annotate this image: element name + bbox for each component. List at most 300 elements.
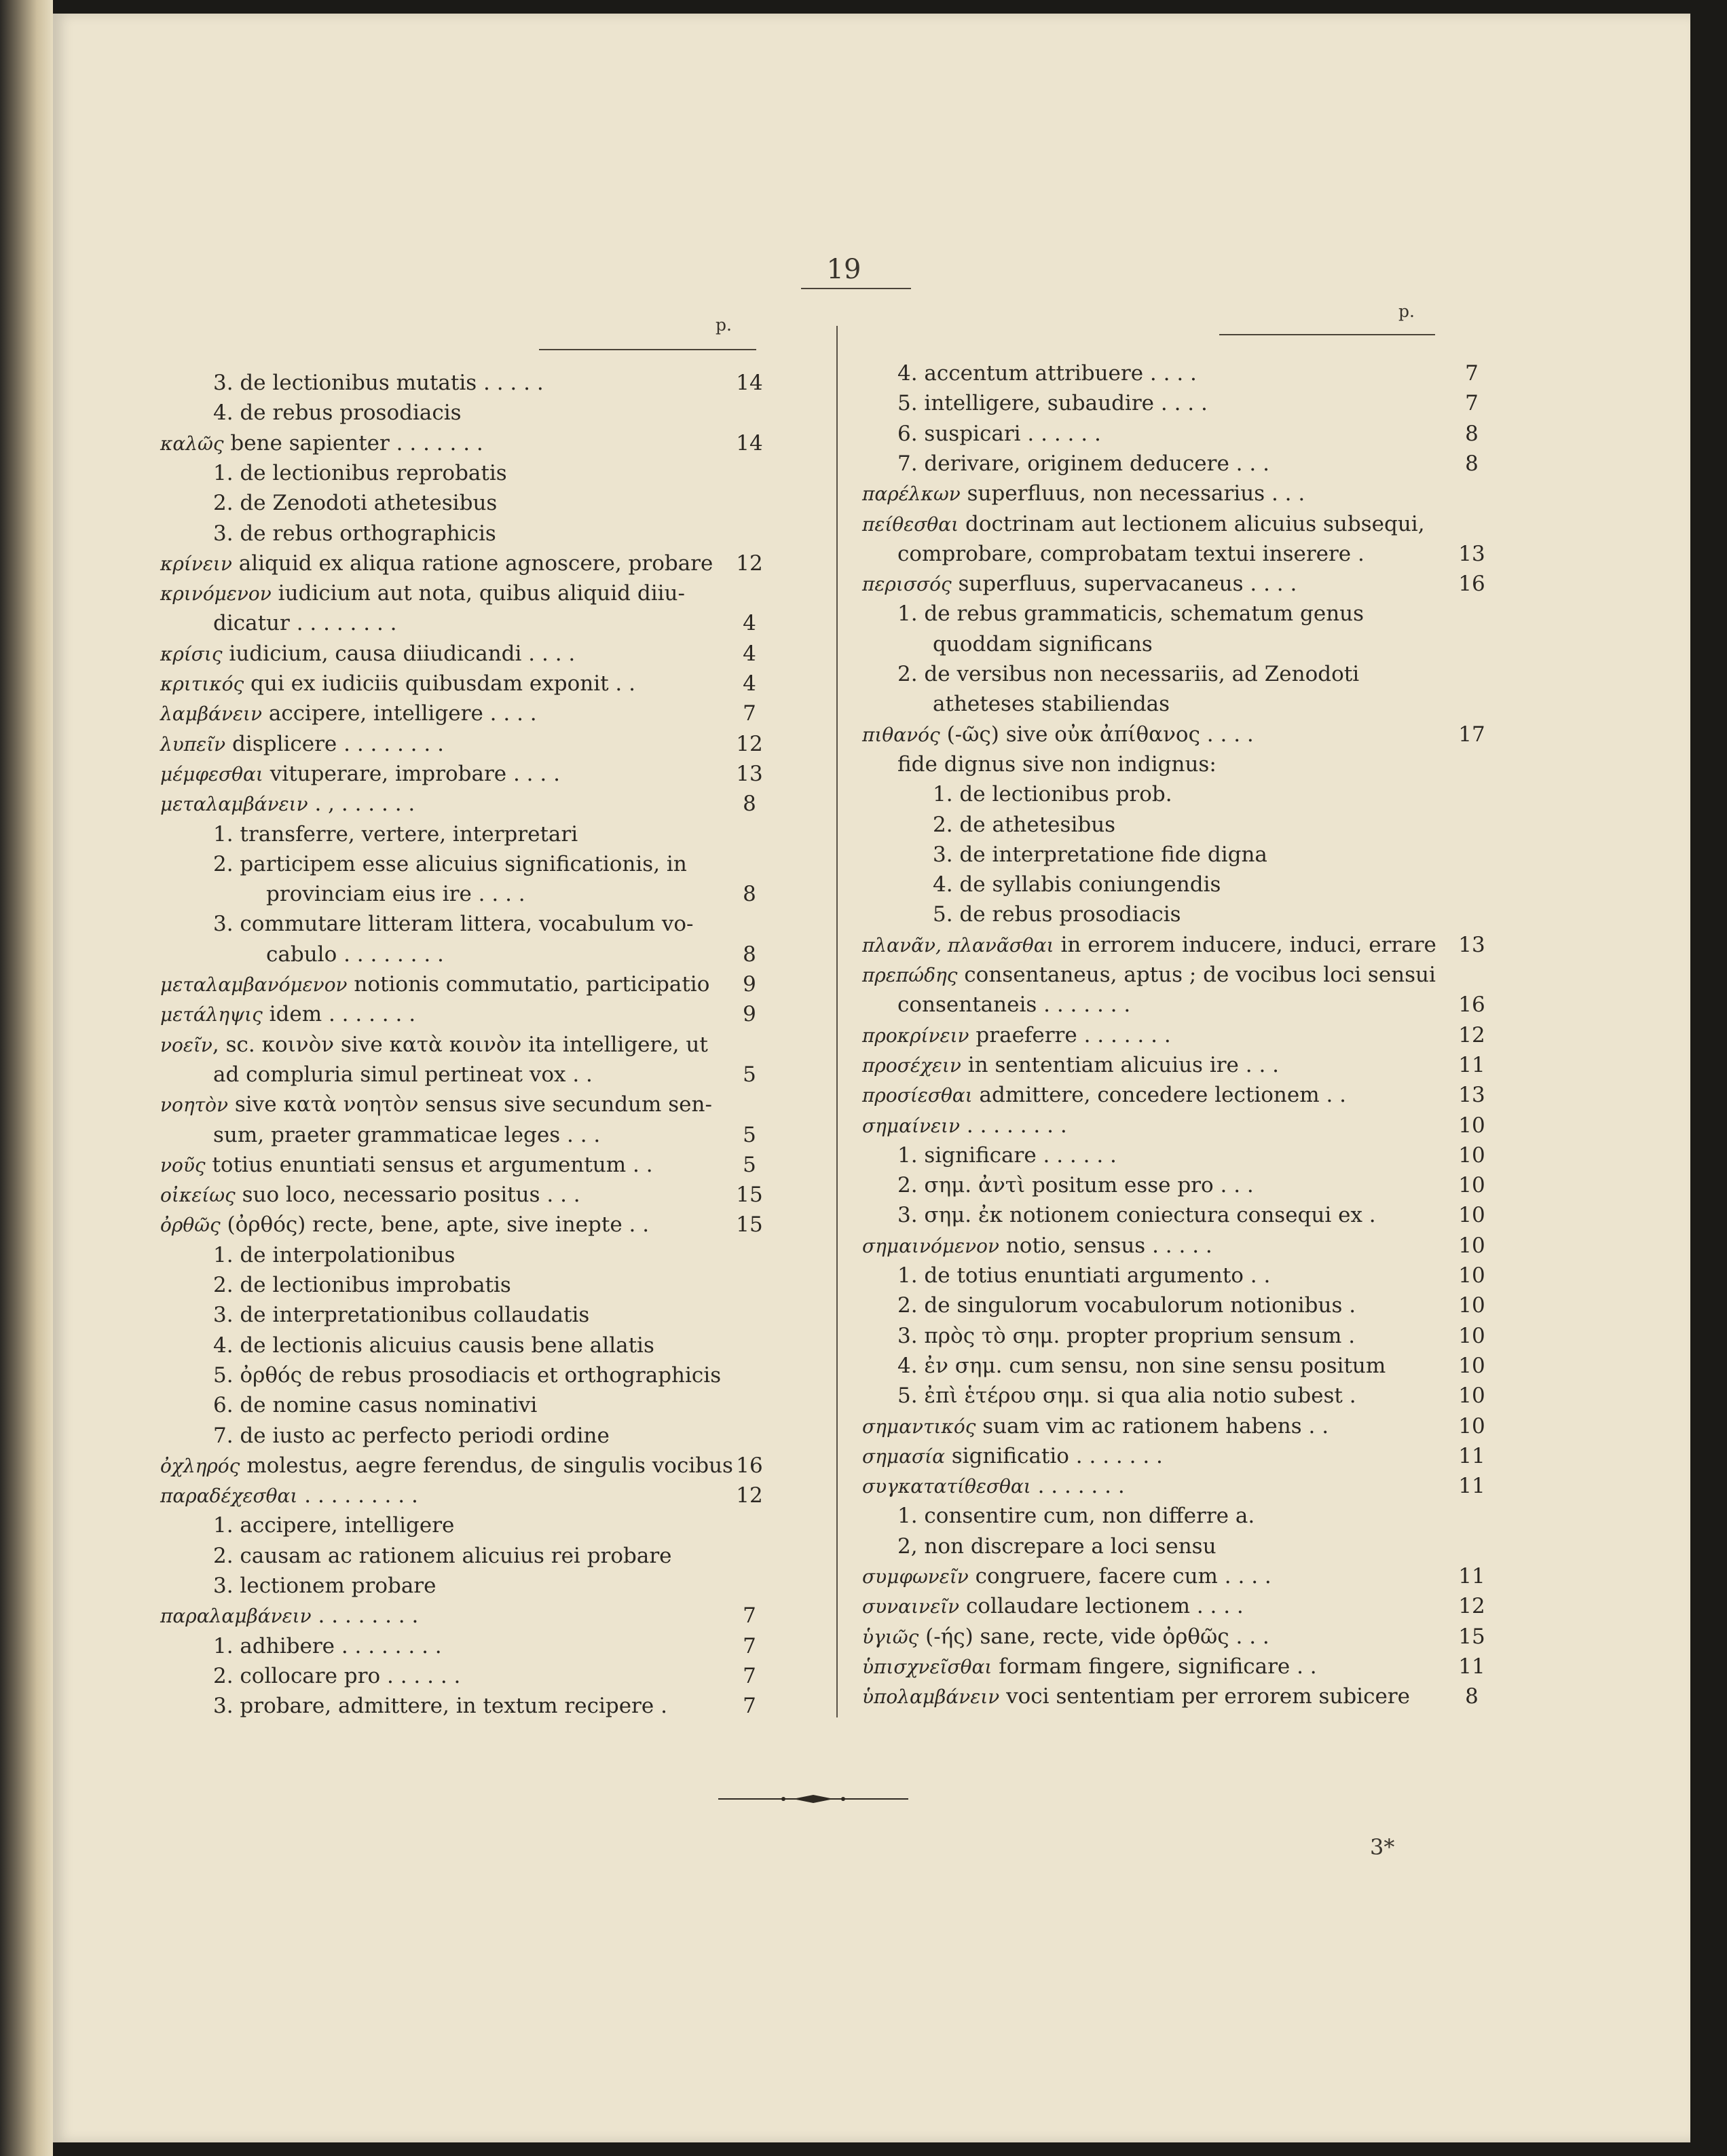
index-entry-text [862, 1441, 1163, 1472]
page-reference: 10 [1458, 1353, 1485, 1378]
index-entry-text [862, 1681, 1410, 1712]
greek-headword: κρινόμενον [160, 582, 272, 606]
greek-headword: ὑγιῶς [862, 1625, 919, 1648]
index-entry [160, 549, 812, 578]
greek-headword: μέμφεσθαι [160, 762, 263, 785]
index-entry-text [213, 1060, 593, 1090]
entry-description: accipere, intelligere . . . . [262, 701, 537, 726]
greek-headword: νοεῖν [160, 1033, 212, 1056]
page-reference: 5 [743, 1122, 756, 1147]
index-entry [862, 479, 1609, 508]
index-entry-text [862, 960, 1436, 990]
index-entry [160, 1331, 812, 1360]
index-entry [862, 358, 1609, 388]
index-entry [160, 789, 812, 819]
index-entry [160, 608, 812, 638]
index-entry-text [897, 1321, 1355, 1351]
index-entry-text [933, 629, 1153, 659]
greek-headword: πλανᾶν, πλανᾶσθαι [862, 933, 1054, 956]
entry-description: . . . . . . . . [960, 1113, 1067, 1138]
entry-description: 3. de rebus orthographicis [213, 521, 496, 546]
greek-headword: ὑπισχνεῖσθαι [862, 1655, 992, 1678]
index-entry-text [160, 729, 444, 760]
page-reference: 11 [1458, 1564, 1485, 1588]
index-entry [160, 699, 812, 728]
greek-headword: προκρίνειν [862, 1024, 969, 1047]
index-entry-text [897, 358, 1197, 388]
index-entry-text [897, 749, 1217, 779]
greek-headword: συμφωνεῖν [862, 1565, 969, 1588]
index-entry [862, 1050, 1609, 1080]
entry-description: doctrinam aut lectionem alicuius subsequi, [959, 511, 1425, 536]
index-entry [862, 449, 1609, 479]
index-entry-text [213, 1631, 442, 1661]
entry-description: 3. πρὸς τὸ σημ. propter proprium sensum . [897, 1323, 1356, 1348]
index-entry-text [862, 1020, 1171, 1051]
page-reference: 11 [1458, 1052, 1485, 1077]
page-reference: 8 [743, 792, 756, 817]
index-entry-text [213, 1421, 610, 1451]
entry-description: 7. derivare, originem deducere . . . [897, 451, 1269, 476]
index-entry-text [933, 840, 1267, 870]
index-entry-text [160, 639, 575, 669]
entry-description: . . . . . . . . [311, 1603, 419, 1629]
index-entry [862, 388, 1609, 418]
entry-description: (ὀρθός) recte, bene, apte, sive inepte . . [220, 1212, 650, 1238]
page-reference: 8 [1465, 1684, 1479, 1709]
page-reference: 4 [743, 641, 756, 666]
entry-description: 1. de interpolationibus [213, 1242, 456, 1267]
index-entry-text [897, 388, 1208, 418]
index-entry-text [213, 1360, 721, 1390]
page-reference: 11 [1458, 1474, 1485, 1499]
index-entry-text [897, 599, 1364, 629]
index-entry-text [862, 1050, 1279, 1081]
entry-description: 2, non discrepare a loci sensu [897, 1534, 1217, 1559]
page-reference: 11 [1458, 1654, 1485, 1679]
page-reference: 10 [1458, 1293, 1485, 1318]
index-entry [862, 1591, 1609, 1621]
index-entry-text [897, 449, 1269, 479]
index-entry [160, 729, 812, 759]
page-reference: 8 [743, 882, 756, 907]
entry-description: 3. σημ. ἐκ notionem coniectura consequi ex . [897, 1203, 1376, 1228]
entry-description: 2. σημ. ἀντὶ positum esse pro . . . [897, 1173, 1254, 1198]
index-entry-text [160, 578, 685, 609]
index-entry [160, 1390, 812, 1420]
entry-description: sive κατὰ νοητὸν sensus sive secundum sen- [228, 1092, 712, 1117]
index-entry-text [862, 1080, 1346, 1111]
greek-headword: περισσός [862, 573, 952, 596]
entry-description: consentaneis . . . . . . . [897, 992, 1131, 1018]
index-entry [862, 1411, 1609, 1441]
index-entry [160, 1691, 812, 1721]
index-entry [862, 870, 1609, 899]
index-entry-text [160, 1030, 708, 1060]
index-entry [160, 1030, 812, 1060]
entry-description: aliquid ex aliqua ratione agnoscere, probare [231, 551, 713, 576]
greek-headword: συγκατατίθεσθαι [862, 1475, 1031, 1498]
greek-headword: κριτικός [160, 673, 244, 695]
index-entry-text [213, 1390, 537, 1420]
index-entry-text [213, 1240, 456, 1270]
index-entry-text [266, 879, 525, 909]
index-entry-text [213, 1510, 454, 1540]
index-entry-text [213, 1661, 460, 1691]
page-reference: 9 [743, 1002, 756, 1027]
greek-headword: συναινεῖν [862, 1595, 960, 1618]
index-entry-text [897, 1170, 1254, 1200]
entry-description: notio, sensus . . . . . [999, 1233, 1212, 1258]
index-entry-text [862, 479, 1305, 509]
index-entry-text [160, 1210, 649, 1240]
signature-mark: 3* [1370, 1834, 1395, 1860]
entry-description: in sententiam alicuius ire . . . [961, 1052, 1280, 1077]
index-entry-text [862, 1561, 1271, 1592]
entry-description: iudicium aut nota, quibus aliquid diiu- [271, 581, 685, 606]
entry-description: 2. causam ac rationem alicuius rei probare [213, 1543, 672, 1568]
index-entry [160, 368, 812, 398]
page-reference: 10 [1458, 1383, 1485, 1409]
page-reference: 16 [1458, 572, 1485, 597]
entry-description: 3. de lectionibus mutatis . . . . . [213, 371, 544, 395]
index-entry-text [897, 1381, 1356, 1411]
index-entry [160, 1360, 812, 1390]
index-entry-text [213, 488, 497, 518]
index-entry [160, 849, 812, 879]
index-entry-text [897, 539, 1364, 569]
index-entry-text [213, 849, 687, 879]
page-reference: 10 [1458, 1413, 1485, 1438]
index-entry-text [933, 779, 1172, 809]
index-entry [160, 1300, 812, 1330]
index-entry-text [213, 1541, 672, 1571]
index-entry-text [933, 899, 1181, 929]
index-entry [862, 419, 1609, 449]
index-entry [862, 1622, 1609, 1652]
page-reference: 5 [743, 1152, 756, 1177]
index-entry-text [897, 1261, 1270, 1290]
index-entry-text [897, 419, 1101, 449]
greek-headword: πιθανός [862, 723, 940, 746]
page-reference: 5 [743, 1062, 756, 1087]
index-entry-text [862, 1111, 1067, 1141]
page-reference: 8 [1465, 421, 1479, 446]
index-entry-text [160, 1090, 712, 1120]
greek-headword: ὑπολαμβάνειν [862, 1686, 1000, 1709]
entry-description: 2. collocare pro . . . . . . [213, 1663, 461, 1688]
index-entry [160, 759, 812, 789]
index-entry [862, 1231, 1609, 1261]
book-page [53, 14, 1690, 2142]
index-entry-text [897, 1200, 1376, 1230]
index-entry [862, 1111, 1609, 1140]
page-reference: 8 [743, 942, 756, 967]
left-column-header: p. [716, 315, 732, 335]
index-entry [160, 578, 812, 608]
page-reference: 7 [743, 701, 756, 726]
index-entry [862, 689, 1609, 719]
page-reference: 10 [1458, 1203, 1485, 1228]
entry-description: 3. commutare litteram littera, vocabulum vo- [213, 912, 694, 937]
greek-headword: πρεπώδης [862, 964, 958, 986]
entry-description: admittere, concedere lectionem . . [972, 1083, 1347, 1108]
index-entry-text [213, 1331, 654, 1360]
index-entry-text [160, 999, 415, 1030]
index-entry [160, 999, 812, 1029]
entry-description: 1. de lectionibus prob. [933, 782, 1172, 807]
entry-description: cabulo . . . . . . . . [266, 942, 444, 967]
greek-headword: κρίσις [160, 642, 223, 665]
index-entry [160, 1481, 812, 1510]
index-entry-text [897, 1290, 1356, 1320]
index-entry-text [897, 1140, 1117, 1170]
index-entry [160, 519, 812, 549]
index-entry [862, 810, 1609, 840]
index-entry [160, 1090, 812, 1119]
page-reference: 11 [1458, 1443, 1485, 1468]
page-reference: 7 [743, 1633, 756, 1658]
greek-headword: νοητὸν [160, 1094, 229, 1117]
entry-description: 2. de athetesibus [933, 812, 1116, 837]
index-entry [862, 1441, 1609, 1471]
page-reference: 15 [1458, 1624, 1485, 1649]
page-reference: 13 [736, 761, 763, 786]
entry-description: . , . . . . . . [308, 792, 415, 817]
entry-description: 5. intelligere, subaudire . . . . [897, 391, 1208, 416]
index-entry-text [213, 1571, 436, 1601]
index-entry [862, 1020, 1609, 1050]
entry-description: 2. de lectionibus improbatis [213, 1273, 511, 1297]
index-entry [862, 779, 1609, 809]
entry-description: 4. accentum attribuere . . . . [897, 361, 1197, 386]
page-reference: 12 [1458, 1022, 1485, 1047]
page-reference: 10 [1458, 1233, 1485, 1258]
entry-description: atheteses stabiliendas [933, 692, 1170, 717]
entry-description: 3. probare, admittere, in textum recipere . [213, 1694, 667, 1719]
index-entry [862, 1140, 1609, 1170]
entry-description: collaudare lectionem . . . . [959, 1594, 1244, 1619]
entry-description: , sc. κοινὸν sive κατὰ κοινὸν ita intelligere, ut [212, 1032, 708, 1057]
index-entry [160, 1631, 812, 1661]
entry-description: 5. ἐπὶ ἑτέρου σημ. si qua alia notio subest . [897, 1383, 1356, 1409]
index-entry-text [213, 458, 507, 488]
entry-description: iudicium, causa diiudicandi . . . . [222, 641, 576, 666]
entry-description: . . . . . . . [1030, 1474, 1125, 1499]
page-number: 19 [826, 254, 861, 285]
index-entry-text [160, 1150, 653, 1181]
entry-description: 2. de singulorum vocabulorum notionibus . [897, 1293, 1356, 1318]
index-entry [160, 1180, 812, 1210]
entry-description: superfluus, supervacaneus . . . . [951, 572, 1297, 597]
right-column-header: p. [1398, 301, 1415, 321]
index-entry [862, 569, 1609, 599]
index-entry-text [897, 659, 1359, 689]
page-reference: 7 [743, 1663, 756, 1688]
entry-description: notionis commutatio, participatio [347, 972, 710, 997]
index-entry [862, 1261, 1609, 1290]
page-reference: 13 [1458, 1083, 1485, 1108]
index-entry-text [862, 1622, 1269, 1652]
index-entry [862, 930, 1609, 960]
index-entry-text [933, 689, 1170, 719]
index-entry-text [160, 969, 709, 1000]
index-entry-text [862, 1411, 1329, 1442]
index-entry [862, 899, 1609, 929]
index-entry [862, 1170, 1609, 1200]
index-entry [862, 1681, 1609, 1711]
index-entry [862, 1321, 1609, 1351]
index-entry-text [213, 1691, 667, 1721]
index-entry-text [213, 1300, 589, 1330]
entry-description: 1. significare . . . . . . [897, 1142, 1117, 1168]
greek-headword: παραλαμβάνειν [160, 1605, 312, 1628]
page-reference: 10 [1458, 1323, 1485, 1348]
page-reference: 4 [743, 611, 756, 636]
entry-description: (-ῶς) sive οὐκ ἀπίθανος . . . . [940, 722, 1254, 747]
index-entry [160, 488, 812, 518]
page-reference: 14 [736, 371, 763, 395]
greek-headword: καλῶς [160, 432, 224, 455]
entry-description: suam vim ac rationem habens . . [976, 1413, 1329, 1438]
index-entry-text [862, 1652, 1317, 1682]
index-entry [160, 1270, 812, 1300]
index-entry [160, 1150, 812, 1180]
index-entry [160, 669, 812, 699]
page-reference: 12 [736, 1483, 763, 1508]
index-entry [160, 1601, 812, 1631]
entry-description: 2. de versibus non necessariis, ad Zenodoti [897, 662, 1360, 686]
entry-description: quoddam significans [933, 631, 1153, 656]
page-reference: 4 [743, 671, 756, 696]
index-entry-text [862, 930, 1436, 961]
index-entry-text [160, 1601, 418, 1631]
entry-description: 4. de rebus prosodiacis [213, 401, 462, 426]
entry-description: bene sapienter . . . . . . . [223, 430, 483, 456]
entry-description: qui ex iudiciis quibusdam exponit . . [244, 671, 635, 696]
page-reference: 8 [1465, 451, 1479, 476]
entry-description: 1. de rebus grammaticis, schematum genus [897, 601, 1364, 627]
entry-description: 3. lectionem probare [213, 1574, 437, 1598]
index-entry [862, 629, 1609, 659]
index-entry [160, 1661, 812, 1691]
greek-headword: σημασία [862, 1445, 945, 1468]
index-entry [160, 909, 812, 939]
left-column-header-rule [539, 349, 756, 350]
page-reference: 16 [736, 1453, 763, 1478]
greek-headword: μεταλαμβανόμενον [160, 973, 348, 996]
index-entry [160, 819, 812, 849]
index-entry [160, 458, 812, 488]
entry-description: praeferre . . . . . . . [969, 1022, 1171, 1047]
greek-headword: ὀχληρός [160, 1454, 240, 1477]
entry-description: suo loco, necessario positus . . . [235, 1183, 580, 1208]
page-reference: 9 [743, 972, 756, 997]
page-reference: 16 [1458, 992, 1485, 1018]
entry-description: 1. adhibere . . . . . . . . [213, 1633, 442, 1658]
greek-headword: νοῦς [160, 1153, 206, 1176]
page-reference: 10 [1458, 1113, 1485, 1138]
index-entry-text [160, 549, 713, 579]
entry-description: 4. de lectionis alicuius causis bene allatis [213, 1333, 654, 1358]
greek-headword: λυπεῖν [160, 732, 226, 756]
index-entry [862, 840, 1609, 870]
index-entry-text [160, 1481, 418, 1511]
index-entry-text [897, 1531, 1217, 1561]
entry-description: comprobare, comprobatam textui inserere . [897, 541, 1364, 566]
index-entry-text [862, 1591, 1244, 1622]
index-entry [160, 1451, 812, 1481]
index-entry-text [862, 1231, 1212, 1261]
index-entry-text [160, 1180, 580, 1210]
index-entry [160, 1541, 812, 1571]
index-entry [160, 940, 812, 969]
page-reference: 12 [1458, 1594, 1485, 1619]
index-entry [160, 1421, 812, 1451]
index-entry [862, 1471, 1609, 1501]
entry-description: . . . . . . . . . [297, 1483, 418, 1508]
page-reference: 7 [1465, 361, 1479, 386]
page-reference: 13 [1458, 932, 1485, 957]
index-entry [862, 1080, 1609, 1110]
entry-description: 4. ἐν σημ. cum sensu, non sine sensu positum [897, 1353, 1386, 1378]
index-entry [862, 1561, 1609, 1591]
index-entry [160, 879, 812, 909]
page-reference: 15 [736, 1183, 763, 1208]
index-entry [160, 1240, 812, 1270]
page-reference: 7 [743, 1603, 756, 1629]
entry-description: (-ής) sane, recte, vide ὀρθῶς . . . [918, 1624, 1269, 1649]
index-entry-text [160, 699, 537, 729]
index-entry-text [213, 608, 397, 638]
entry-description: vituperare, improbare . . . . [263, 761, 560, 786]
index-entry-text [897, 1351, 1386, 1381]
page-reference: 13 [1458, 541, 1485, 566]
index-entry [862, 1351, 1609, 1381]
entry-description: 5. de rebus prosodiacis [933, 902, 1181, 927]
tail-ornament [718, 1792, 908, 1806]
greek-headword: σημαντικός [862, 1415, 976, 1438]
index-entry [862, 1381, 1609, 1411]
index-entry-text [897, 1501, 1255, 1531]
index-entry [862, 1652, 1609, 1681]
index-entry-text [213, 1120, 600, 1150]
index-entry [862, 990, 1609, 1020]
entry-description: 6. suspicari . . . . . . [897, 421, 1101, 446]
entry-description: 1. accipere, intelligere [213, 1513, 455, 1538]
index-entry [862, 1290, 1609, 1320]
index-entry [862, 509, 1609, 539]
index-entry-text [862, 569, 1297, 599]
index-entry-text [160, 1451, 733, 1481]
index-entry [862, 599, 1609, 629]
page-reference: 10 [1458, 1173, 1485, 1198]
index-entry-text [213, 819, 578, 849]
entry-description: 3. de interpretationibus collaudatis [213, 1303, 590, 1328]
entry-description: 3. de interpretatione fide digna [933, 842, 1267, 867]
index-entry-text [862, 1471, 1125, 1502]
page-reference: 10 [1458, 1142, 1485, 1168]
index-entry [862, 1200, 1609, 1230]
index-entry [160, 1571, 812, 1601]
entry-description: consentaneus, aptus ; de vocibus loci sensui [957, 963, 1436, 987]
greek-headword: κρίνειν [160, 552, 232, 575]
index-entry-text [897, 990, 1130, 1020]
index-entry [160, 398, 812, 428]
index-entry-text [160, 759, 560, 789]
entry-description: provinciam eius ire . . . . [266, 882, 525, 907]
index-entry [160, 969, 812, 999]
